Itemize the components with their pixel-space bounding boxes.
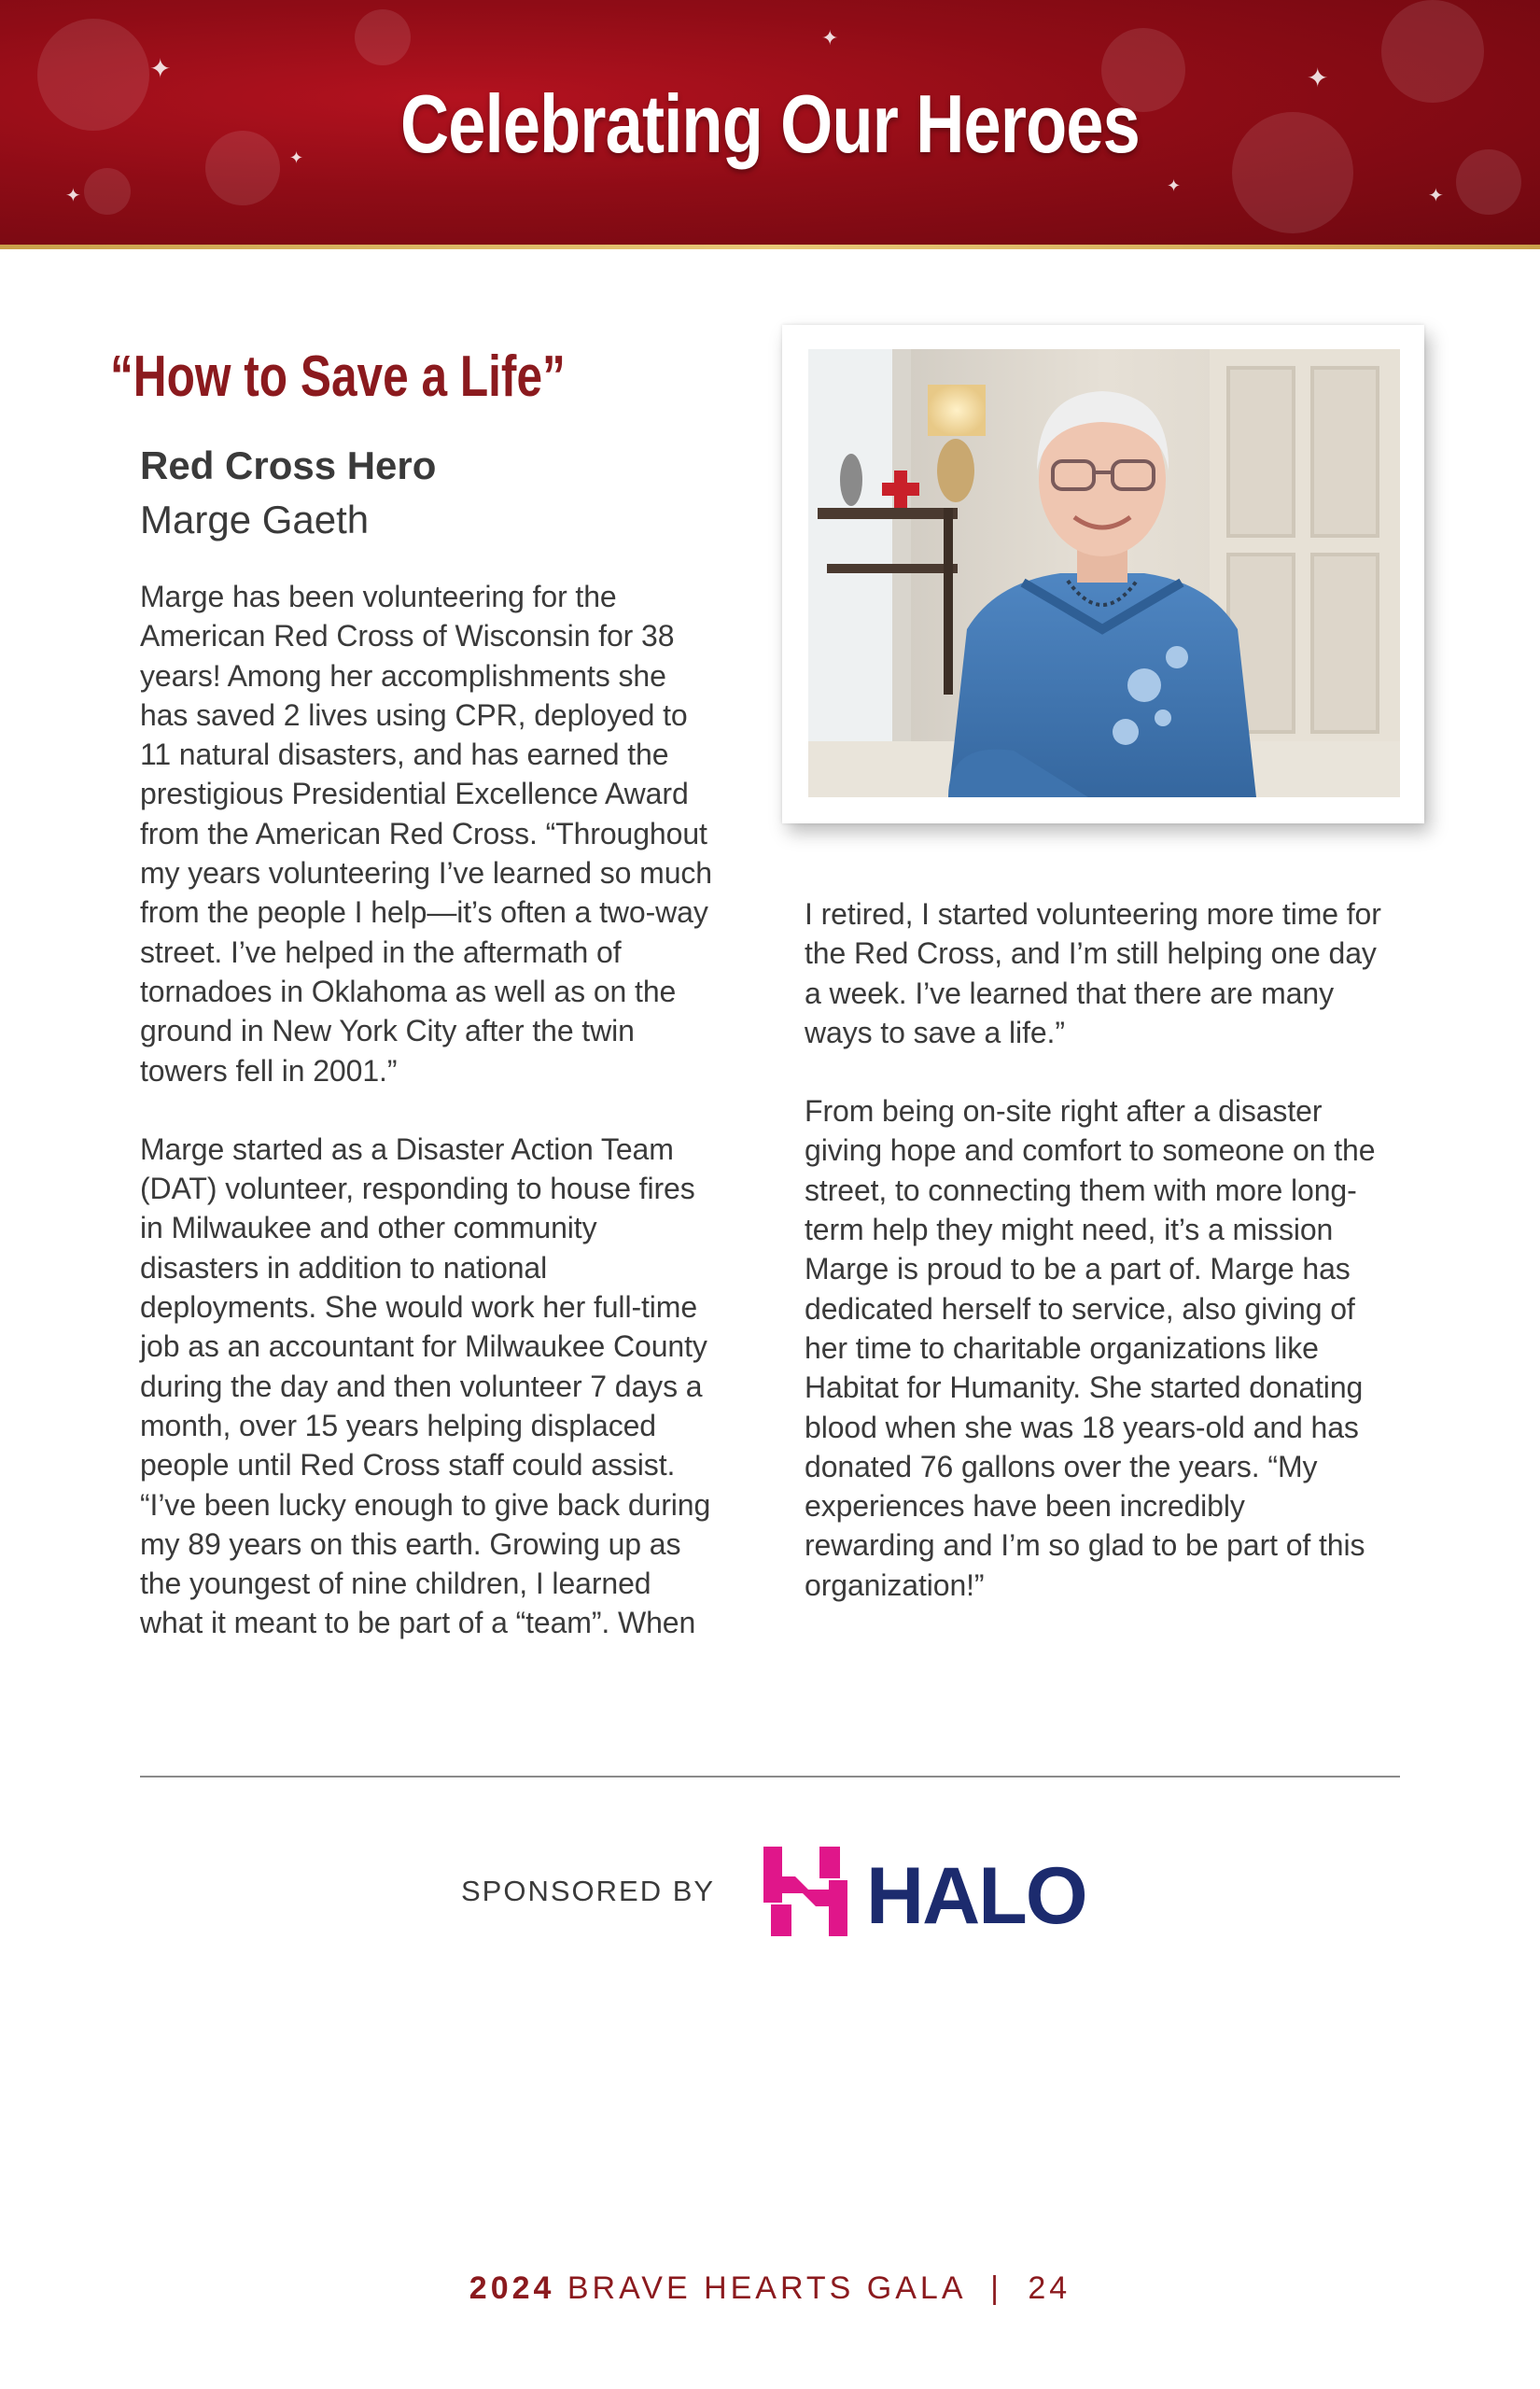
body-paragraph: Marge has been volunteering for the American Red Cross of Wisconsin for 38 years! Among her accomplishments she has saved 2 lives using CPR, deployed to 11 natural disasters, and has earned the prestigious Presidential Excellence Award from the American Red Cross. “Throughout my years volunteering I’ve learned so much from the people I help—it’s often a two-way street. I’ve helped in the aftermath of tornadoes in Oklahoma as well as on the ground in New York City after the twin towers fell in 2001.”	[140, 580, 712, 1088]
bokeh-decoration	[1456, 149, 1521, 215]
hero-name: Marge Gaeth	[140, 498, 370, 541]
footer-event: BRAVE HEARTS GALA	[567, 2270, 965, 2306]
sponsored-by-label: SPONSORED BY	[461, 1875, 716, 1907]
halo-logo-text: HALO	[866, 1851, 1086, 1941]
page-title: Celebrating Our Heroes	[400, 77, 1140, 170]
sparkle-icon: ✦	[1428, 186, 1444, 206]
portrait-photo	[808, 349, 1400, 797]
sparkle-icon: ✦	[289, 148, 304, 167]
section-divider	[140, 1776, 1400, 1778]
body-paragraph: I retired, I started volunteering more time for the Red Cross, and I’m still helping one day a week. I’ve learned that there are many ways to save a life.”	[805, 897, 1381, 1049]
footer-separator: |	[990, 2270, 1002, 2306]
halo-logo-icon	[763, 1847, 847, 1941]
banner-gold-rule	[0, 245, 1540, 249]
bokeh-decoration	[37, 19, 149, 131]
sparkle-icon: ✦	[1307, 63, 1329, 92]
portrait-photo-frame	[782, 325, 1424, 823]
body-paragraph: From being on-site right after a disaster giving hope and comfort to someone on the street, to connecting them with more long-term help they might need, it’s a mission Marge is proud to be a part of. Marge has dedicated herself to service, also giving of her time to charitable organizations like Habitat for Humanity. She started donating blood when she was 18 years-old and has donated 76 gallons over the years. “My experiences have been incredibly rewarding and I’m so glad to be part of this organization!”	[805, 1094, 1376, 1602]
page-footer	[0, 2270, 1540, 2307]
page-number: 24	[1028, 2270, 1071, 2306]
footer-year: 2024	[469, 2270, 555, 2306]
header-banner	[0, 0, 1540, 245]
sparkle-icon: ✦	[65, 186, 81, 206]
sparkle-icon: ✦	[1167, 176, 1182, 195]
hero-label: Red Cross Hero	[140, 443, 437, 487]
bokeh-decoration	[355, 9, 411, 65]
left-column	[140, 577, 719, 1682]
bokeh-decoration	[84, 168, 131, 215]
story-title: “How to Save a Life”	[110, 344, 566, 409]
body-paragraph: Marge started as a Disaster Action Team (DAT) volunteer, responding to house fires in Milwaukee and other community disasters in addition to national deployments. She would work her full-time job as an accountant for Milwaukee County during the day and then volunteer 7 days a month, over 15 years helping displaced people until Red Cross staff could assist. “I’ve been lucky enough to give back during my 89 years on this earth. Growing up as the youngest of nine children, I learned what it meant to be part of a “team”. When	[140, 1131, 711, 1640]
sparkle-icon: ✦	[821, 26, 839, 49]
right-column	[805, 894, 1383, 1644]
sparkle-icon: ✦	[149, 54, 172, 83]
